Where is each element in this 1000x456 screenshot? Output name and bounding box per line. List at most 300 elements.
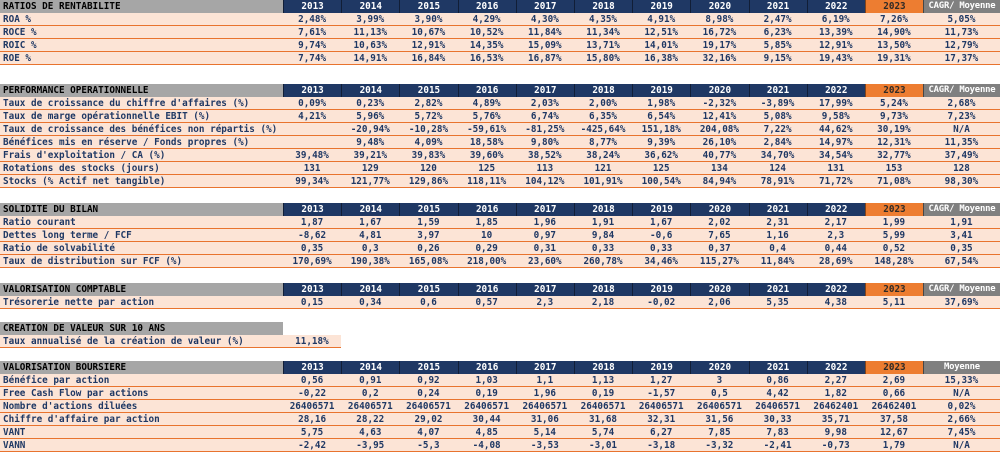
value-cell: 44,62% [818,123,853,135]
year-header: 2014 [341,283,399,296]
avg-column-header: CAGR/ Moyenne [923,283,1000,296]
year-header: 2023 [865,361,923,374]
value-cell: 34,46% [644,255,679,267]
table-row [0,149,1000,162]
value-cell: 16,53% [469,52,504,64]
avg-value-cell: 67,54% [944,255,979,267]
value-cell: 7,65 [708,229,731,241]
value-cell: 39,83% [411,149,446,161]
value-cell: 148,28% [874,255,914,267]
value-cell: 0,56 [300,374,324,386]
year-header: 2013 [283,361,341,374]
value-cell: 9,58% [821,110,850,122]
value-cell: 9,39% [647,136,676,148]
value-cell: 2,17 [824,216,847,228]
section-1 [0,84,1000,188]
avg-value-cell: N/A [953,387,970,399]
row-label: Ratio de solvabilité [3,242,115,254]
value-cell: 1,82 [824,387,847,399]
value-cell: 0,52 [882,242,906,254]
year-header: 2015 [399,283,457,296]
year-header: 2019 [632,361,690,374]
value-cell: 9,98 [824,426,847,438]
year-header: 2022 [807,84,865,97]
value-cell: 10,52% [469,26,504,38]
value-cell: 39,21% [353,149,388,161]
value-cell: 9,84 [591,229,615,241]
avg-value-cell: 2,68% [947,97,976,109]
table-row [0,110,1000,123]
value-cell: 26406571 [755,400,800,412]
year-header: 2013 [283,0,341,13]
value-cell: 170,69% [292,255,332,267]
value-cell: 12,67 [879,426,908,438]
row-label: Taux annualisé de la création de valeur (%) [3,335,244,347]
value-cell: 0,23% [356,97,385,109]
value-cell: 1,1 [536,374,554,386]
value-cell: 26406571 [638,400,684,412]
value-cell: 32,31 [647,413,676,425]
value-cell: 0,33 [591,242,615,254]
value-cell: 9,48% [356,136,385,148]
year-header: 2016 [458,203,516,216]
value-cell: 16,72% [702,26,737,38]
value-cell: -0,6 [650,229,673,241]
value-cell: 118,11% [467,175,507,187]
value-cell: 0,66 [882,387,906,399]
value-cell: 100,54% [641,175,681,187]
avg-value-cell: 7,45% [947,426,976,438]
avg-value-cell: 15,33% [944,374,979,386]
year-header: 2023 [865,283,923,296]
row-label: Dettes long terme / FCF [3,229,132,241]
table-row [0,242,1000,255]
value-cell: 4,63 [359,426,382,438]
value-cell: 0,57 [475,296,498,308]
year-header: 2016 [458,361,516,374]
table-row [0,216,1000,229]
value-cell: 13,71% [586,39,620,51]
value-cell: 0,19 [591,387,615,399]
value-cell: 71,72% [818,175,853,187]
value-cell: 2,69 [882,374,906,386]
value-cell: -10,28% [408,123,449,135]
value-cell: 11,13% [353,26,388,38]
value-cell: 260,78% [583,255,623,267]
value-cell: 29,02 [414,413,443,425]
value-cell: -3,18 [647,439,676,451]
value-cell: 1,03 [475,374,498,386]
value-cell: 10,63% [353,39,388,51]
avg-column-header: Moyenne [923,361,1000,374]
value-cell: 19,17% [702,39,737,51]
year-header: 2018 [574,84,632,97]
row-label: Trésorerie nette par action [3,296,155,308]
value-cell: -3,01 [589,439,618,451]
year-header: 2017 [516,0,574,13]
value-cell: 5,35 [766,296,789,308]
value-cell: 32,77% [877,149,911,161]
value-cell: 26406571 [347,400,393,412]
table-row [0,296,1000,309]
value-cell: 14,01% [644,39,679,51]
value-cell: 1,16 [766,229,789,241]
value-cell: -2,41 [763,439,792,451]
value-cell: 2,3 [827,229,845,241]
row-label: VANT [3,426,26,438]
table-row [0,400,1000,413]
year-header: 2023 [865,0,923,13]
year-header: 2022 [807,361,865,374]
value-cell: -1,57 [647,387,676,399]
row-label: ROE % [3,52,31,64]
section-5 [0,361,1000,452]
value-cell: 4,85 [475,426,498,438]
section-0 [0,0,1000,65]
year-header: 2020 [690,0,748,13]
value-cell: -425,64% [580,123,626,135]
year-header: 2019 [632,283,690,296]
year-header: 2023 [865,203,923,216]
value-cell: 14,90% [877,26,911,38]
value-cell: 0,26 [417,242,440,254]
year-header: 2020 [690,203,748,216]
value-cell: 1,67 [359,216,382,228]
value-cell: 2,27 [824,374,847,386]
value-cell: 16,87% [528,52,562,64]
section-title: VALORISATION BOURSIERE [0,361,283,374]
value-cell: 1,79 [882,439,906,451]
value-cell: 5,08% [763,110,792,122]
value-cell: 11,34% [586,26,620,38]
value-cell: 4,09% [414,136,443,148]
value-cell: 6,27 [650,426,673,438]
value-cell: 104,12% [525,175,565,187]
avg-column-header: CAGR/ Moyenne [923,84,1000,97]
value-cell: -0,02 [647,296,676,308]
section-title: PERFORMANCE OPERATIONNELLE [0,84,283,97]
row-label: Taux de marge opérationnelle EBIT (%) [3,110,211,122]
row-label: Taux de croissance du chiffre d'affaires (%) [3,97,250,109]
row-label: Taux de croissance des bénéfices non répartis (%) [3,123,278,135]
value-cell: 115,27% [699,255,739,267]
year-header: 2017 [516,203,574,216]
table-row [0,229,1000,242]
value-cell: 0,31 [533,242,557,254]
row-label: Chiffre d'affaire par action [3,413,160,425]
value-cell: 28,16 [298,413,327,425]
value-cell: 11,18% [295,335,329,347]
value-cell: 5,74 [591,426,615,438]
value-cell: 5,72% [414,110,443,122]
value-cell: 1,96 [533,216,557,228]
value-cell: -20,94% [350,123,390,135]
value-cell: 19,31% [877,52,911,64]
value-cell: 6,35% [589,110,618,122]
value-cell: 34,54% [818,149,853,161]
value-cell: 11,84% [760,255,795,267]
value-cell: 16,84% [411,52,446,64]
avg-value-cell: 0,02% [947,400,976,412]
year-header: 2016 [458,283,516,296]
value-cell: 2,02 [708,216,731,228]
section-4 [0,322,1000,348]
value-cell: 5,85% [763,39,792,51]
table-row [0,175,1000,188]
avg-value-cell: N/A [953,439,970,451]
value-cell: 18,58% [469,136,504,148]
value-cell: 7,83 [766,426,789,438]
value-cell: 0,44 [824,242,847,254]
value-cell: 35,71 [821,413,850,425]
avg-value-cell: 37,69% [944,296,979,308]
value-cell: 1,99 [882,216,906,228]
value-cell: 2,03% [530,97,559,109]
value-cell: 1,98% [647,97,676,109]
value-cell: 129 [361,162,379,174]
value-cell: 0,5 [711,387,728,399]
avg-value-cell: 12,79% [944,39,979,51]
value-cell: 0,09% [298,97,327,109]
value-cell: 26406571 [289,400,335,412]
value-cell: 0,91 [359,374,382,386]
value-cell: 0,3 [361,242,379,254]
year-header: 2017 [516,283,574,296]
value-cell: 99,34% [295,175,329,187]
value-cell: 84,94% [702,175,737,187]
year-header: 2017 [516,361,574,374]
value-cell: 6,19% [821,13,850,25]
year-header: 2019 [632,203,690,216]
value-cell: 14,97% [818,136,853,148]
row-label: Free Cash Flow par actions [3,387,149,399]
value-cell: 11,84% [528,26,562,38]
avg-value-cell: 7,23% [947,110,976,122]
year-header: 2015 [399,361,457,374]
value-cell: 2,47% [763,13,792,25]
avg-column-header: CAGR/ Moyenne [923,0,1000,13]
year-header: 2013 [283,203,341,216]
value-cell: 30,33 [763,413,792,425]
row-label: Bénéfices mis en réserve / Fonds propres (%) [3,136,250,148]
year-header: 2023 [865,84,923,97]
value-cell: 5,75 [300,426,324,438]
avg-value-cell: 0,35 [950,242,973,254]
value-cell: 14,35% [469,39,504,51]
value-cell: 10,67% [411,26,446,38]
row-label: Taux de distribution sur FCF (%) [3,255,183,267]
value-cell: 38,52% [528,149,562,161]
value-cell: 1,96 [533,387,557,399]
value-cell: 121,77% [350,175,390,187]
value-cell: 120 [420,162,437,174]
value-cell: 204,08% [699,123,739,135]
value-cell: 4,21% [298,110,327,122]
section-2 [0,203,1000,268]
year-header: 2020 [690,361,748,374]
value-cell: 12,41% [702,110,737,122]
value-cell: 4,29% [472,13,501,25]
value-cell: 12,31% [877,136,911,148]
value-cell: -8,62 [298,229,327,241]
value-cell: 15,80% [586,52,620,64]
value-cell: 4,07 [417,426,440,438]
year-header: 2022 [807,283,865,296]
value-cell: 190,38% [350,255,390,267]
value-cell: 19,43% [818,52,853,64]
row-label: Nombre d'actions diluées [3,400,138,412]
value-cell: 5,76% [472,110,501,122]
value-cell: 0,97 [533,229,557,241]
avg-value-cell: 3,41 [950,229,973,241]
value-cell: 36,62% [644,149,679,161]
table-row [0,97,1000,110]
year-header: 2020 [690,283,748,296]
avg-value-cell: N/A [953,123,970,135]
value-cell: 121 [594,162,612,174]
year-header: 2013 [283,84,341,97]
value-cell: 16,38% [644,52,679,64]
value-cell: 131 [303,162,321,174]
year-header: 2018 [574,283,632,296]
row-label: Bénéfice par action [3,374,110,386]
avg-value-cell: 37,49% [944,149,979,161]
value-cell: 129,86% [408,175,449,187]
value-cell: 134 [711,162,728,174]
year-header: 2014 [341,203,399,216]
year-header: 2021 [749,361,807,374]
value-cell: 31,56 [705,413,734,425]
value-cell: 37,58 [879,413,908,425]
value-cell: 124 [769,162,786,174]
value-cell: 30,44 [472,413,501,425]
value-cell: 2,31 [766,216,789,228]
avg-value-cell: 1,91 [950,216,973,228]
value-cell: 26462401 [813,400,859,412]
value-cell: 26,10% [702,136,737,148]
avg-value-cell: 17,37% [944,52,979,64]
table-row [0,136,1000,149]
year-header: 2016 [458,0,516,13]
value-cell: 2,48% [298,13,327,25]
section-header-row [0,0,1000,13]
value-cell: 40,77% [702,149,737,161]
table-row [0,26,1000,39]
row-label: ROA % [3,13,31,25]
table-row [0,52,1000,65]
value-cell: 165,08% [408,255,449,267]
year-header: 2015 [399,84,457,97]
year-header: 2014 [341,84,399,97]
value-cell: 17,99% [818,97,853,109]
value-cell: 7,74% [298,52,327,64]
year-header: 2019 [632,0,690,13]
table-row [0,387,1000,400]
value-cell: 0,24 [417,387,440,399]
value-cell: 2,06 [708,296,731,308]
value-cell: 4,35% [589,13,618,25]
value-cell: 7,22% [763,123,792,135]
value-cell: -3,53 [530,439,559,451]
value-cell: 9,73% [879,110,908,122]
value-cell: 2,3 [536,296,554,308]
value-cell: 23,60% [528,255,562,267]
year-header: 2013 [283,283,341,296]
value-cell: 31,06 [530,413,559,425]
avg-value-cell: 2,66% [947,413,976,425]
value-cell: -4,08 [472,439,501,451]
value-cell: 7,26% [879,13,908,25]
avg-value-cell: 5,05% [947,13,976,25]
value-cell: 4,42 [766,387,789,399]
year-header: 2014 [341,0,399,13]
year-header: 2018 [574,0,632,13]
value-cell: 2,18 [591,296,615,308]
value-cell: 7,85 [708,426,731,438]
value-cell: 5,14 [533,426,557,438]
value-cell: 3,90% [414,13,443,25]
value-cell: 26406571 [697,400,742,412]
value-cell: 2,82% [414,97,443,109]
value-cell: 71,08% [877,175,911,187]
value-cell: 1,13 [591,374,615,386]
value-cell: 15,09% [528,39,562,51]
row-label: Stocks (% Actif net tangible) [3,175,166,187]
value-cell: 125 [478,162,496,174]
value-cell: 12,91% [411,39,446,51]
section-title: RATIOS DE RENTABILITE [0,0,283,13]
value-cell: 39,48% [295,149,329,161]
value-cell: 39,60% [469,149,504,161]
year-header: 2021 [749,283,807,296]
value-cell: 26462401 [871,400,917,412]
value-cell: 151,18% [641,123,681,135]
value-cell: -2,32% [702,97,737,109]
avg-column-header: CAGR/ Moyenne [923,203,1000,216]
section-title: VALORISATION COMPTABLE [0,283,283,296]
value-cell: 153 [885,162,903,174]
value-cell: 218,00% [467,255,507,267]
value-cell: 5,24% [879,97,908,109]
value-cell: -3,32 [705,439,734,451]
value-cell: 4,91% [647,13,676,25]
table-row [0,39,1000,52]
value-cell: 125 [652,162,670,174]
section-header-row [0,203,1000,216]
value-cell: 32,16% [702,52,737,64]
value-cell: 113 [536,162,554,174]
value-cell: 0,2 [361,387,379,399]
value-cell: 131 [827,162,845,174]
value-cell: 1,27 [650,374,673,386]
year-header: 2021 [749,0,807,13]
table-row [0,335,341,348]
value-cell: 12,91% [818,39,853,51]
value-cell: 2,00% [589,97,618,109]
value-cell: 9,15% [763,52,792,64]
value-cell: 9,80% [530,136,559,148]
value-cell: 30,19% [877,123,911,135]
value-cell: 3,99% [356,13,385,25]
value-cell: 0,29 [475,242,498,254]
value-cell: 8,77% [589,136,618,148]
value-cell: 0,19 [475,387,498,399]
year-header: 2015 [399,203,457,216]
value-cell: 0,6 [420,296,437,308]
value-cell: 26406571 [464,400,510,412]
section-header-row [0,84,1000,97]
value-cell: 26406571 [522,400,568,412]
